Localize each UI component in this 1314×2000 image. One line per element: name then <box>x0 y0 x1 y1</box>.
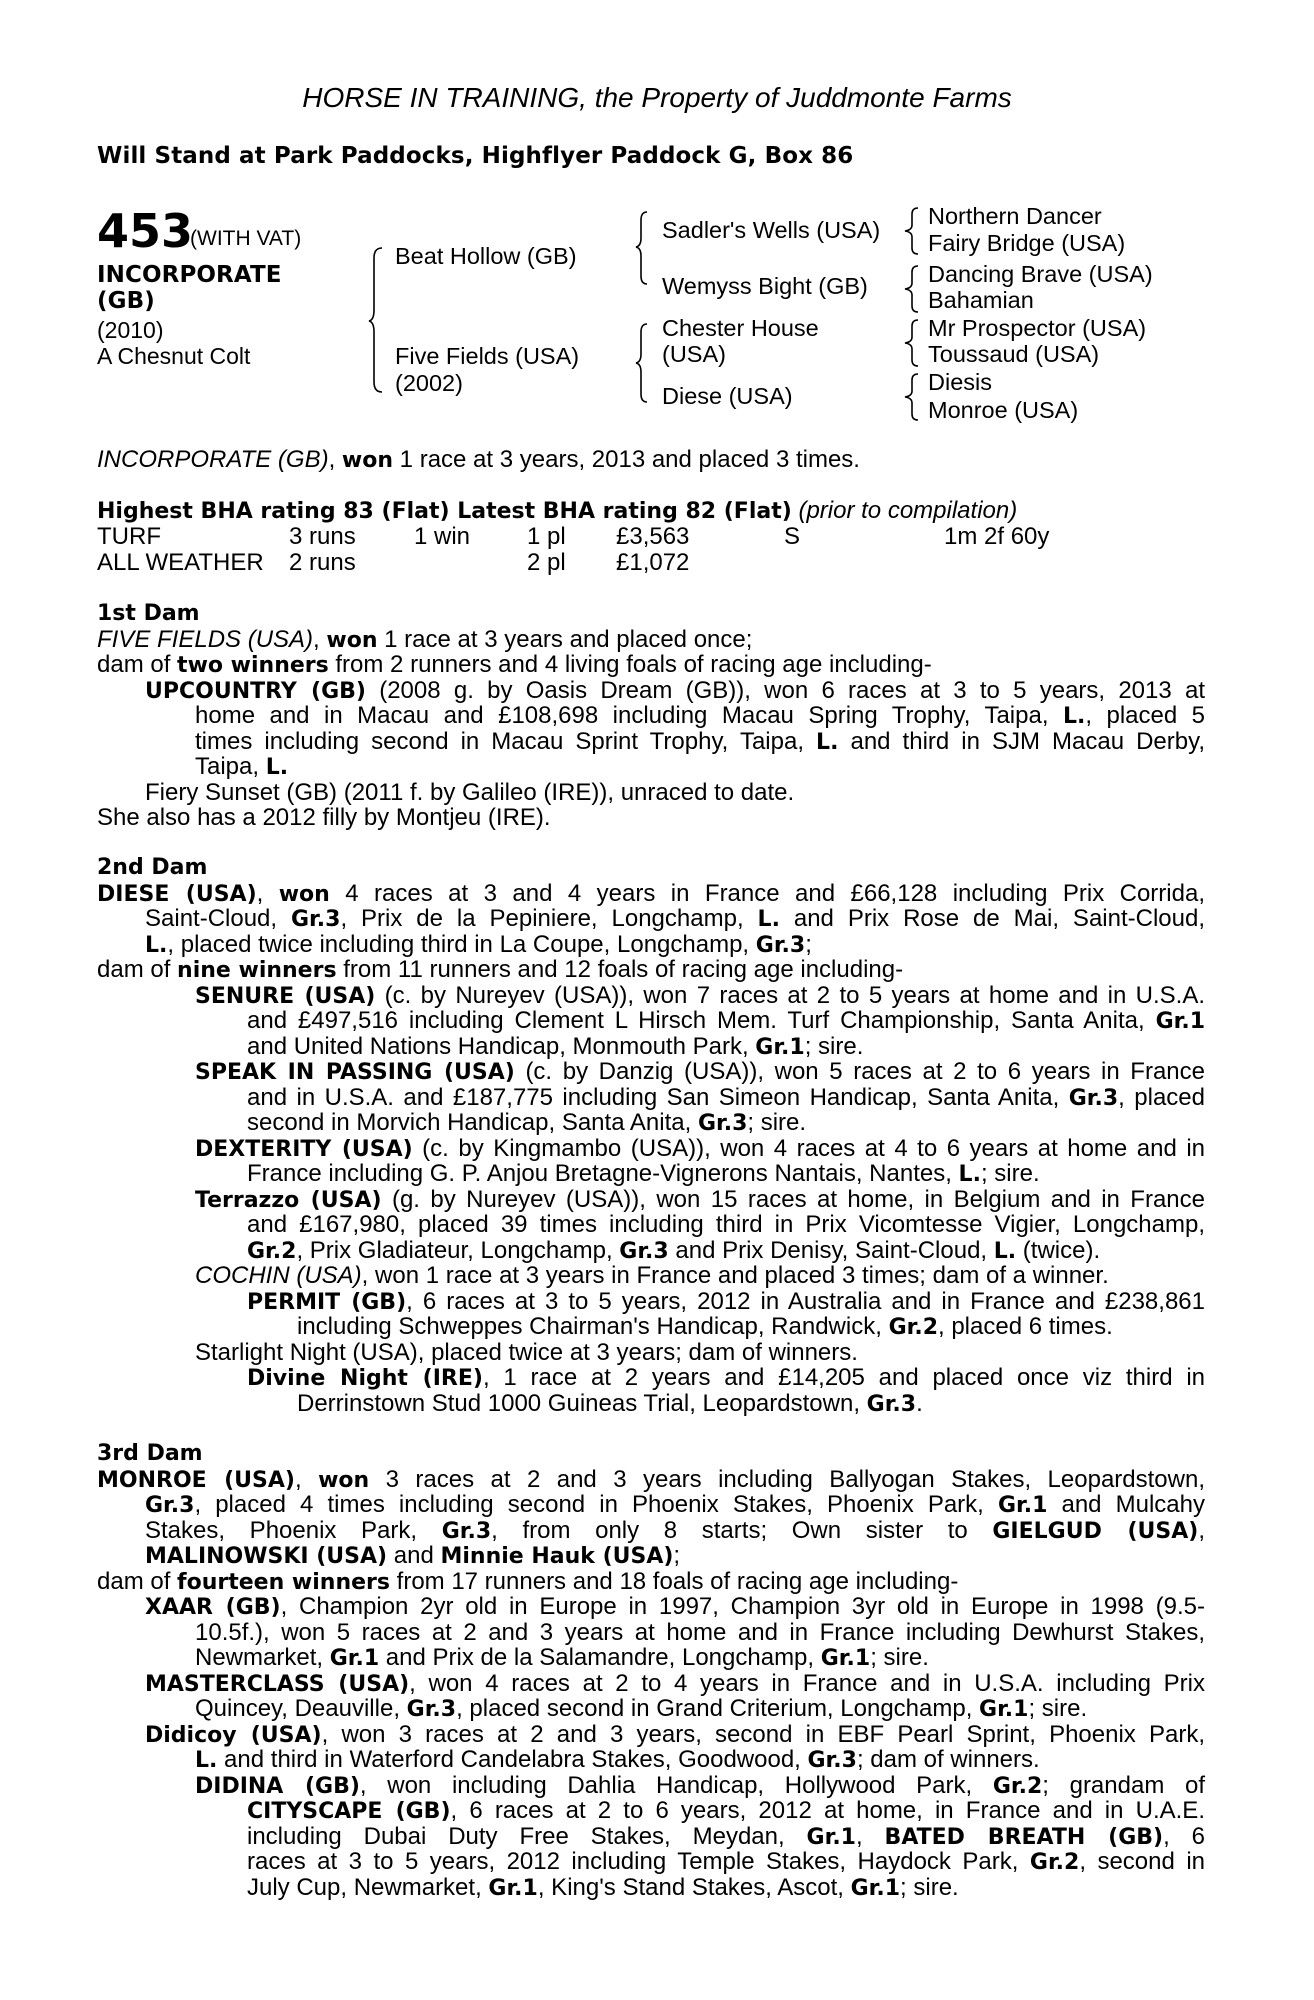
horse-name: INCORPORATE <box>97 262 282 288</box>
third-dam-heading: 3rd Dam <box>97 1441 203 1466</box>
pedigree-dam-dam: Diese (USA) <box>662 383 793 409</box>
first-dam-section: 1st Dam FIVE FIELDS (USA), won 1 race at 3 years and placed once; dam of two winners from 2 runners and 4 living foals of racing age including- UPCOUNTRY (GB) (2008 g. by Oasis Dream (GB)), won 6 races at 3 to 5 years, 2013 at home and in Macau and £108,698 including Macau Spring Trophy, Taipa, L., placed 5 times including second in Macau Sprint Trophy, Taipa, L. and third in SJM Macau Derby, Taipa, L. Fiery Sunset (GB) (2011 f. by Galileo (IRE)), unraced to date. She also has a 2012 filly by Montjeu (IRE). <box>97 601 1206 831</box>
pedigree-dam: Five Fields (USA) <box>395 343 580 369</box>
horse-origin: (GB) <box>97 288 155 314</box>
pedigree-sire-sire: Sadler's Wells (USA) <box>662 217 881 243</box>
pedigree-gen3-6: Toussaud (USA) <box>928 341 1100 367</box>
pedigree-sire-dam: Wemyss Bight (GB) <box>662 273 868 299</box>
page-title: HORSE IN TRAINING, the Property of Juddmonte Farms <box>302 82 1012 113</box>
pedigree-dam-sire: Chester House <box>662 315 819 341</box>
pedigree-gen3-5: Mr Prospector (USA) <box>928 315 1147 341</box>
pedigree-gen3-4: Bahamian <box>928 287 1034 313</box>
pedigree-bracket-3 <box>635 322 655 408</box>
race-summary: INCORPORATE (GB), won 1 race at 3 years, 2013 and placed 3 times. <box>97 446 860 473</box>
second-dam-heading: 2nd Dam <box>97 855 208 880</box>
catalogue-page: HORSE IN TRAINING, the Property of Juddmonte Farms Will Stand at Park Paddocks, Highflyer Paddock G, Box 86 453 (WITH VAT) INCORPORATE (GB) (2010) A Chesnut Colt Beat Hollow (GB) Five Fields (USA) (2002) Sadler's Wells (USA) Wemyss Bight (GB) Chester House (USA) Diese (USA) Northern Dancer Fairy Bridge (USA) Dancing Brave (USA) Bahamian Mr Prospector (USA) Toussaud (USA) Diesis Monroe (USA) INCORPORATE (GB), won 1 race at 3 years, 2013 and placed 3 times. Highest BHA rating 83 (Flat) Latest BHA rating 82 (Flat) (prior to compilation) TURF 3 runs 1 win 1 pl £3,563 S 1m 2f 60y ALL WEATHER 2 runs 2 pl £1,072 1st Dam FIVE FIELDS (USA), won 1 race at 3 years and placed once; dam of two winners from 2 runners and 4 living foals of racing age including- UPCOUNTRY (GB) (2008 g. by Oasis Dream (GB)), won 6 races at 3 to 5 years, 2013 at home and in Macau and £108,698 including Macau Spring Trophy, Taipa, L., placed 5 times including second in Macau Sprint Trophy, Taipa, L. and third in SJM Macau Derby, Taipa, L. Fiery Sunset (GB) (2011 f. by Galileo (IRE)), unraced to date. She also has a 2012 filly by Montjeu (IRE). 2nd Dam DIESE (USA), won 4 races at 3 and 4 years in France and £66,128 including Prix Corrida, Saint-Cloud, Gr.3, Prix de la Pepiniere, Longchamp, L. and Prix Rose de Mai, Saint-Cloud, L., placed twice including third in La Coupe, Longchamp, Gr.3; dam of nine winners from 11 runners and 12 foals of racing age including- SENURE (USA) (c. by Nureyev (USA)), won 7 races at 2 to 5 years at home and in U.S.A. and £497,516 including Clement L Hirsch Mem. Turf Championship, Santa Anita, Gr.1 and United Nations Handicap, Monmouth Park, Gr.1; sire. SPEAK IN PASSING (USA) (c. by Danzig (USA)), won 5 races at 2 to 6 years in France and in U.S.A. and £187,775 including San Simeon Handicap, Santa Anita, Gr.3, placed second in Morvich Handicap, Santa Anita, Gr.3; sire. DEXTERITY (USA) (c. by Kingmambo (USA)), won 4 races at 4 to 6 years at home and in France including G. P. Anjou Bretagne-Vignerons Nantais, Nantes, L.; sire. Terrazzo (USA) (g. by Nureyev (USA)), won 15 races at home, in Belgium and in France and £167,980, placed 39 times including third in Prix Vicomtesse Vigier, Longchamp, Gr.2, Prix Gladiateur, Longchamp, Gr.3 and Prix Denisy, Saint-Cloud, L. (twice). COCHIN (USA), won 1 race at 3 years in France and placed 3 times; dam of a winner. PERMIT (GB), 6 races at 3 to 5 years, 2012 in Australia and in France and £238,861 including Schweppes Chairman's Handicap, Randwick, Gr.2, placed 6 times. Starlight Night (USA), placed twice at 3 years; dam of winners. Divine Night (IRE), 1 race at 2 years and £14,205 and placed once viz third in Derrinstown Stud 1000 Guineas Trial, Leopardstown, Gr.3. 3rd Dam MONROE (USA), won 3 races at 2 and 3 years including Ballyogan Stakes, Leopardstown, Gr.3, placed 4 times including second in Phoenix Stakes, Phoenix Park, Gr.1 and Mulcahy Stakes, Phoenix Park, Gr.3, from only 8 starts; Own sister to GIELGUD (USA), MALINOWSKI (USA) and Minnie Hauk (USA); dam of fourteen winners from 17 runners and 18 foals of racing age including- XAAR (GB), Champion 2yr old in Europe in 1997, Champion 3yr old in Europe in 1998 (9.5- 10.5f.), won 5 races at 2 and 3 years at home and in France including Dewhurst Stakes, Newmarket, Gr.1 and Prix de la Salamandre, Longchamp, Gr.1; sire. MASTERCLASS (USA), won 4 races at 2 to 4 years in France and in U.S.A. including Prix Quincey, Deauville, Gr.3, placed second in Grand Criterium, Longchamp, Gr.1; sire. Didicoy (USA), won 3 races at 2 and 3 years, second in EBF Pearl Sprint, Phoenix Park, L. and third in Waterford Candelabra Stakes, Goodwood, Gr.3; dam of winners. DIDINA (GB), won including Dahlia Handicap, Hollywood Park, Gr.2; grandam of CITYSCAPE (GB), 6 races at 2 to 6 years, 2012 at home, in France and in U.A.E. including Dubai Duty Free Stakes, Meydan, Gr.1, BATED BREATH (GB), 6 races at 3 to 5 years, 2012 including Temple Stakes, Haydock Park, Gr.2, second in July Cup, Newmarket, Gr.1, King's Stand Stakes, Ascot, Gr.1; sire. <box>0 0 1314 2000</box>
pedigree-gen3-7: Diesis <box>928 369 992 395</box>
pedigree-gen3-8: Monroe (USA) <box>928 397 1079 423</box>
vat-note: (WITH VAT) <box>190 227 302 250</box>
stand-location: Will Stand at Park Paddocks, Highflyer Paddock G, Box 86 <box>97 143 854 169</box>
pedigree-dam-sire-origin: (USA) <box>662 341 726 367</box>
pedigree-bracket-7 <box>904 372 924 424</box>
pedigree-dam-year: (2002) <box>395 370 463 396</box>
pedigree-bracket-1 <box>368 246 388 396</box>
horse-year: (2010) <box>97 317 164 343</box>
pedigree-bracket-5 <box>904 264 924 316</box>
rating-line: Highest BHA rating 83 (Flat) Latest BHA rating 82 (Flat) (prior to compilation) <box>97 497 1018 524</box>
first-dam-heading: 1st Dam <box>97 601 200 626</box>
pedigree-sire: Beat Hollow (GB) <box>395 243 577 269</box>
pedigree-bracket-6 <box>904 318 924 370</box>
lot-number: 453 <box>97 204 194 258</box>
second-dam-section: 2nd Dam DIESE (USA), won 4 races at 3 and 4 years in France and £66,128 including Prix Corrida, Saint-Cloud, Gr.3, Prix de la Pepiniere, Longchamp, L. and Prix Rose de Mai, Saint-Cloud, L., placed twice including third in La Coupe, Longchamp, Gr.3; dam of nine winners from 11 runners and 12 foals of racing age including- SENURE (USA) (c. by Nureyev (USA)), won 7 races at 2 to 5 years at home and in U.S.A. and £497,516 including Clement L Hirsch Mem. Turf Championship, Santa Anita, Gr.1 and United Nations Handicap, Monmouth Park, Gr.1; sire. SPEAK IN PASSING (USA) (c. by Danzig (USA)), won 5 races at 2 to 6 years in France and in U.S.A. and £187,775 including San Simeon Handicap, Santa Anita, Gr.3, placed second in Morvich Handicap, Santa Anita, Gr.3; sire. DEXTERITY (USA) (c. by Kingmambo (USA)), won 4 races at 4 to 6 years at home and in France including G. P. Anjou Bretagne-Vignerons Nantais, Nantes, L.; sire. Terrazzo (USA) (g. by Nureyev (USA)), won 15 races at home, in Belgium and in France and £167,980, placed 39 times including third in Prix Vicomtesse Vigier, Longchamp, Gr.2, Prix Gladiateur, Longchamp, Gr.3 and Prix Denisy, Saint-Cloud, L. (twice). COCHIN (USA), won 1 race at 3 years in France and placed 3 times; dam of a winner. PERMIT (GB), 6 races at 3 to 5 years, 2012 in Australia and in France and £238,861 including Schweppes Chairman's Handicap, Randwick, Gr.2, placed 6 times. Starlight Night (USA), placed twice at 3 years; dam of winners. Divine Night (IRE), 1 race at 2 years and £14,205 and placed once viz third in Derrinstown Stud 1000 Guineas Trial, Leopardstown, Gr.3. <box>97 855 1206 1417</box>
pedigree-gen3-3: Dancing Brave (USA) <box>928 261 1153 287</box>
horse-description: A Chesnut Colt <box>97 343 251 369</box>
pedigree-bracket-4 <box>904 206 924 258</box>
pedigree-gen3-1: Northern Dancer <box>928 203 1102 229</box>
pedigree-bracket-2 <box>635 210 655 290</box>
pedigree-gen3-2: Fairy Bridge (USA) <box>928 230 1126 256</box>
third-dam-section: 3rd Dam MONROE (USA), won 3 races at 2 and 3 years including Ballyogan Stakes, Leopardstown, Gr.3, placed 4 times including second in Phoenix Stakes, Phoenix Park, Gr.1 and Mulcahy Stakes, Phoenix Park, Gr.3, from only 8 starts; Own sister to GIELGUD (USA), MALINOWSKI (USA) and Minnie Hauk (USA); dam of fourteen winners from 17 runners and 18 foals of racing age including- XAAR (GB), Champion 2yr old in Europe in 1997, Champion 3yr old in Europe in 1998 (9.5- 10.5f.), won 5 races at 2 and 3 years at home and in France including Dewhurst Stakes, Newmarket, Gr.1 and Prix de la Salamandre, Longchamp, Gr.1; sire. MASTERCLASS (USA), won 4 races at 2 to 4 years in France and in U.S.A. including Prix Quincey, Deauville, Gr.3, placed second in Grand Criterium, Longchamp, Gr.1; sire. Didicoy (USA), won 3 races at 2 and 3 years, second in EBF Pearl Sprint, Phoenix Park, L. and third in Waterford Candelabra Stakes, Goodwood, Gr.3; dam of winners. DIDINA (GB), won including Dahlia Handicap, Hollywood Park, Gr.2; grandam of CITYSCAPE (GB), 6 races at 2 to 6 years, 2012 at home, in France and in U.A.E. including Dubai Duty Free Stakes, Meydan, Gr.1, BATED BREATH (GB), 6 races at 3 to 5 years, 2012 including Temple Stakes, Haydock Park, Gr.2, second in July Cup, Newmarket, Gr.1, King's Stand Stakes, Ascot, Gr.1; sire. <box>97 1441 1206 1901</box>
